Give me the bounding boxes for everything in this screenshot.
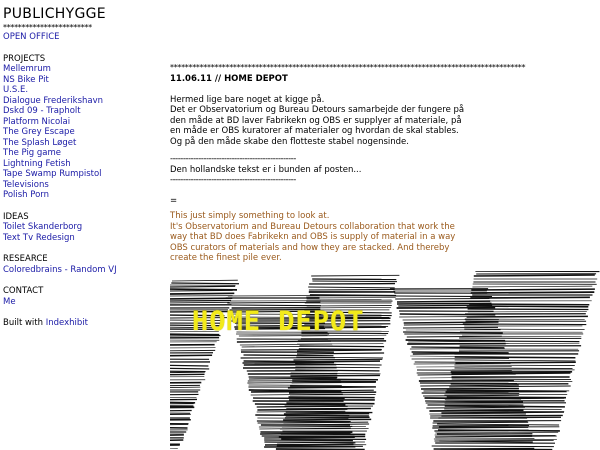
danish-line: den måde at BD laver Fabrikekn og OBS er supplyer af materiale, på <box>170 115 462 126</box>
english-line: It's Observatorium and Bureau Detours collaboration that work the <box>170 221 455 232</box>
contact-list <box>3 297 163 308</box>
project-link[interactable]: Dialogue Frederikshavn <box>3 95 104 106</box>
english-line: way that BD does Fabrikekn and OBS is supply of material in a way <box>170 232 456 242</box>
researce-link[interactable]: Coloredbrains - Random VJ <box>3 264 117 275</box>
project-link[interactable]: The Grey Escape <box>3 127 75 137</box>
stacked-material-image <box>170 271 600 450</box>
contact-me-link[interactable]: Me <box>3 296 16 307</box>
danish-line: Det er Observatorium og Bureau Detours samarbejde der fungere på <box>170 105 465 115</box>
researce-heading: RESEARCE <box>3 254 48 264</box>
project-link[interactable]: Tape Swamp Rumpistol <box>3 169 102 179</box>
project-link[interactable]: Dskd 09 - Trapholt <box>3 106 81 116</box>
site-title[interactable]: PUBLICHYGGE <box>3 6 106 22</box>
ideas-list <box>3 222 163 243</box>
project-link[interactable]: Televisions <box>3 179 49 190</box>
post-divider-stars: ************************************************************************************************ <box>170 63 526 72</box>
home-depot-photo <box>170 271 600 450</box>
danish-line: Hermed lige bare noget at kigge på. <box>170 94 325 105</box>
sidebar <box>3 6 163 329</box>
english-line: create the finest pile ever. <box>170 253 282 263</box>
post <box>170 63 600 299</box>
project-link[interactable]: NS Bike Pit <box>3 74 49 85</box>
danish-note: Den hollandske tekst er i bunden af posten... <box>170 164 362 175</box>
built-with-prefix: Built with <box>3 318 46 328</box>
danish-line: en måde er OBS kuratorer af materialer og hvordan de skal stables. <box>170 126 459 136</box>
idea-link[interactable]: Text Tv Redesign <box>3 232 75 243</box>
project-link[interactable]: Platform Nicolai <box>3 116 71 127</box>
open-office-link[interactable]: OPEN OFFICE <box>3 32 60 42</box>
idea-link[interactable]: Toilet Skanderborg <box>3 222 83 232</box>
project-link[interactable]: The Pig game <box>3 148 62 158</box>
projects-heading: PROJECTS <box>3 53 46 64</box>
project-link[interactable]: Polish Porn <box>3 190 50 200</box>
post-title: 11.06.11 // HOME DEPOT <box>170 74 288 84</box>
indexhibit-link[interactable]: Indexhibit <box>45 318 88 328</box>
contact-heading: CONTACT <box>3 286 44 296</box>
project-link[interactable]: The Splash Løget <box>3 137 77 148</box>
project-link[interactable]: U.S.E. <box>3 85 29 95</box>
researce-list <box>3 265 163 276</box>
built-with <box>3 318 163 329</box>
dash-divider: ------------------------------------------------- <box>170 154 296 164</box>
english-line: This just simply something to look at. <box>170 211 330 221</box>
equals-sign: = <box>170 195 178 206</box>
dash-divider: ------------------------------------------------- <box>170 175 296 185</box>
photo-overlay-title: HOME DEPOT <box>192 306 365 337</box>
project-link[interactable]: Lightning Fetish <box>3 158 71 169</box>
project-link[interactable]: Mellemrum <box>3 64 51 74</box>
ideas-heading: IDEAS <box>3 211 29 222</box>
english-line: OBS curators of materials and how they are stacked. And thereby <box>170 242 450 253</box>
title-underline-stars: ************************ <box>3 23 92 32</box>
danish-line: Og på den måde skabe den flotteste stabel nogensinde. <box>170 136 409 147</box>
projects-list <box>3 64 163 201</box>
